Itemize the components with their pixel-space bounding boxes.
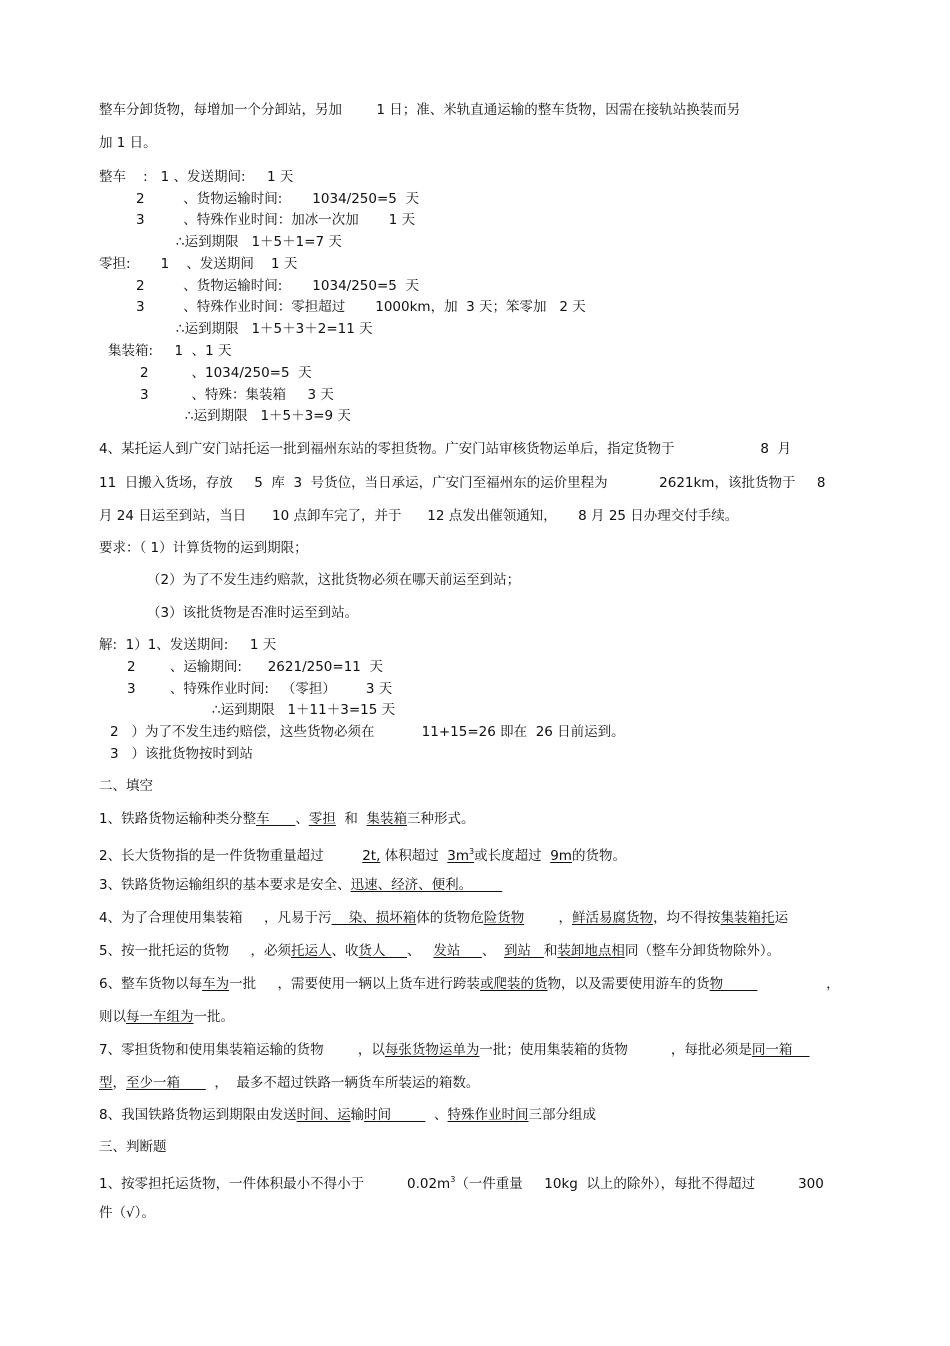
text-line: 3 ）该批货物按时到站 [110,746,253,762]
text-line: ∴运到期限 1＋5＋3＋2=11 天 [176,321,373,337]
text-line: 要求：（ 1）计算货物的运到期限； [99,540,308,556]
text-line: 加 1 日。 [99,135,157,151]
text-line: ∴运到期限 1＋5＋3=9 天 [185,408,351,424]
text-line: 11 日搬入货场，存放 5 库 3 号货位，当日承运，广安门至福州东的运价里程为 2621km，该批货物于 8 [99,475,826,491]
fill-item-8: 8、我国铁路货物运到期限由发送时间、运输时间 、特殊作业时间三部分组成 [99,1107,597,1123]
text-line: 月 24 日运至到站，当日 10 点卸车完了，并于 12 点发出催领通知， 8 月 25 日办理交付手续。 [99,508,739,524]
fill-item-1: 1、铁路货物运输种类分整车 、零担 和 集装箱三种形式。 [99,811,475,827]
text-line: ∴运到期限 1＋11＋3=15 天 [212,702,396,718]
text-line: 2 、运输期间: 2621/250=11 天 [127,659,383,675]
text-line: 3 、特殊作业时间: （零担） 3 天 [127,681,393,697]
text-line: 整车分卸货物，每增加一个分卸站，另加 1 日；准、米轨直通运输的整车货物，因需在接轨站换装而另 [99,102,741,118]
fill-item-6-cont: 则以每一车组为一批。 [99,1009,234,1025]
judge-item-1: 1、按零担托运货物，一件体积最小不得小于 $0.02m^3$（一件重量 10kg 以上的除外），每批不得超过 300 [99,1175,824,1192]
text-line: （3）该批货物是否准时运至到站。 [147,605,359,621]
text-line: 2 、1034/250=5 天 [140,365,312,381]
fill-item-4: 4、为了合理使用集装箱 ，凡易于污 染、损坏箱体的货物危险货物 ，鲜活易腐货物，均不得按集装箱托运 [99,910,789,926]
fill-item-7-cont: 型，至少一箱 ， 最多不超过铁路一辆货车所装运的箱数。 [99,1075,480,1091]
judge-item-1-cont: 件（√）。 [99,1205,155,1221]
text-line: （2）为了不发生违约赔款，这批货物必须在哪天前运至到站； [147,572,521,588]
text-line: 集装箱: 1 、1 天 [108,343,232,359]
fill-item-3: 3、铁路货物运输组织的基本要求是安全、迅速、经济、便利。 [99,877,503,893]
text-line: 零担: 1 、发送期间 1 天 [99,256,298,272]
text-line: 整车 : 1 、发送期间: 1 天 [99,169,294,185]
text-line: ∴运到期限 1＋5＋1=7 天 [176,234,342,250]
text-line: 解: 1）1、发送期间: 1 天 [99,637,277,653]
section-title: 二、填空 [99,778,153,794]
text-line: 2 、货物运输时间: 1034/250=5 天 [136,191,419,207]
fill-item-6: 6、整车货物以每车为一批 ，需要使用一辆以上货车进行跨装或爬装的货物，以及需要使用游车的货物 ， [99,976,840,992]
text-line: 2 ）为了不发生违约赔偿，这些货物必须在 11+15=26 即在 26 日前运到。 [110,724,625,740]
section-title: 三、判断题 [99,1139,167,1155]
text-line: 4、某托运人到广安门站托运一批到福州东站的零担货物。广安门站审核货物运单后，指定货物于 8 月 [99,441,792,457]
fill-item-2: 2、长大货物指的是一件货物重量超过 2t, 体积超过 $3m^3$或长度超过 9m的货物。 [99,847,626,864]
fill-item-5: 5、按一批托运的货物 ，必须托运人、收货人 、 发站 、 到站 和装卸地点相同（整车分卸货物除外）。 [99,943,781,959]
text-line: 3 、特殊作业时间：加冰一次加 1 天 [136,212,416,228]
text-line: 2 、货物运输时间: 1034/250=5 天 [136,278,419,294]
text-line: 3 、特殊：集装箱 3 天 [140,387,334,403]
text-line: 3 、特殊作业时间：零担超过 1000km，加 3 天；笨零加 2 天 [136,299,586,315]
fill-item-7: 7、零担货物和使用集装箱运输的货物 ，以每张货物运单为一批；使用集装箱的货物 ，每批必须是同一箱 [99,1042,810,1058]
